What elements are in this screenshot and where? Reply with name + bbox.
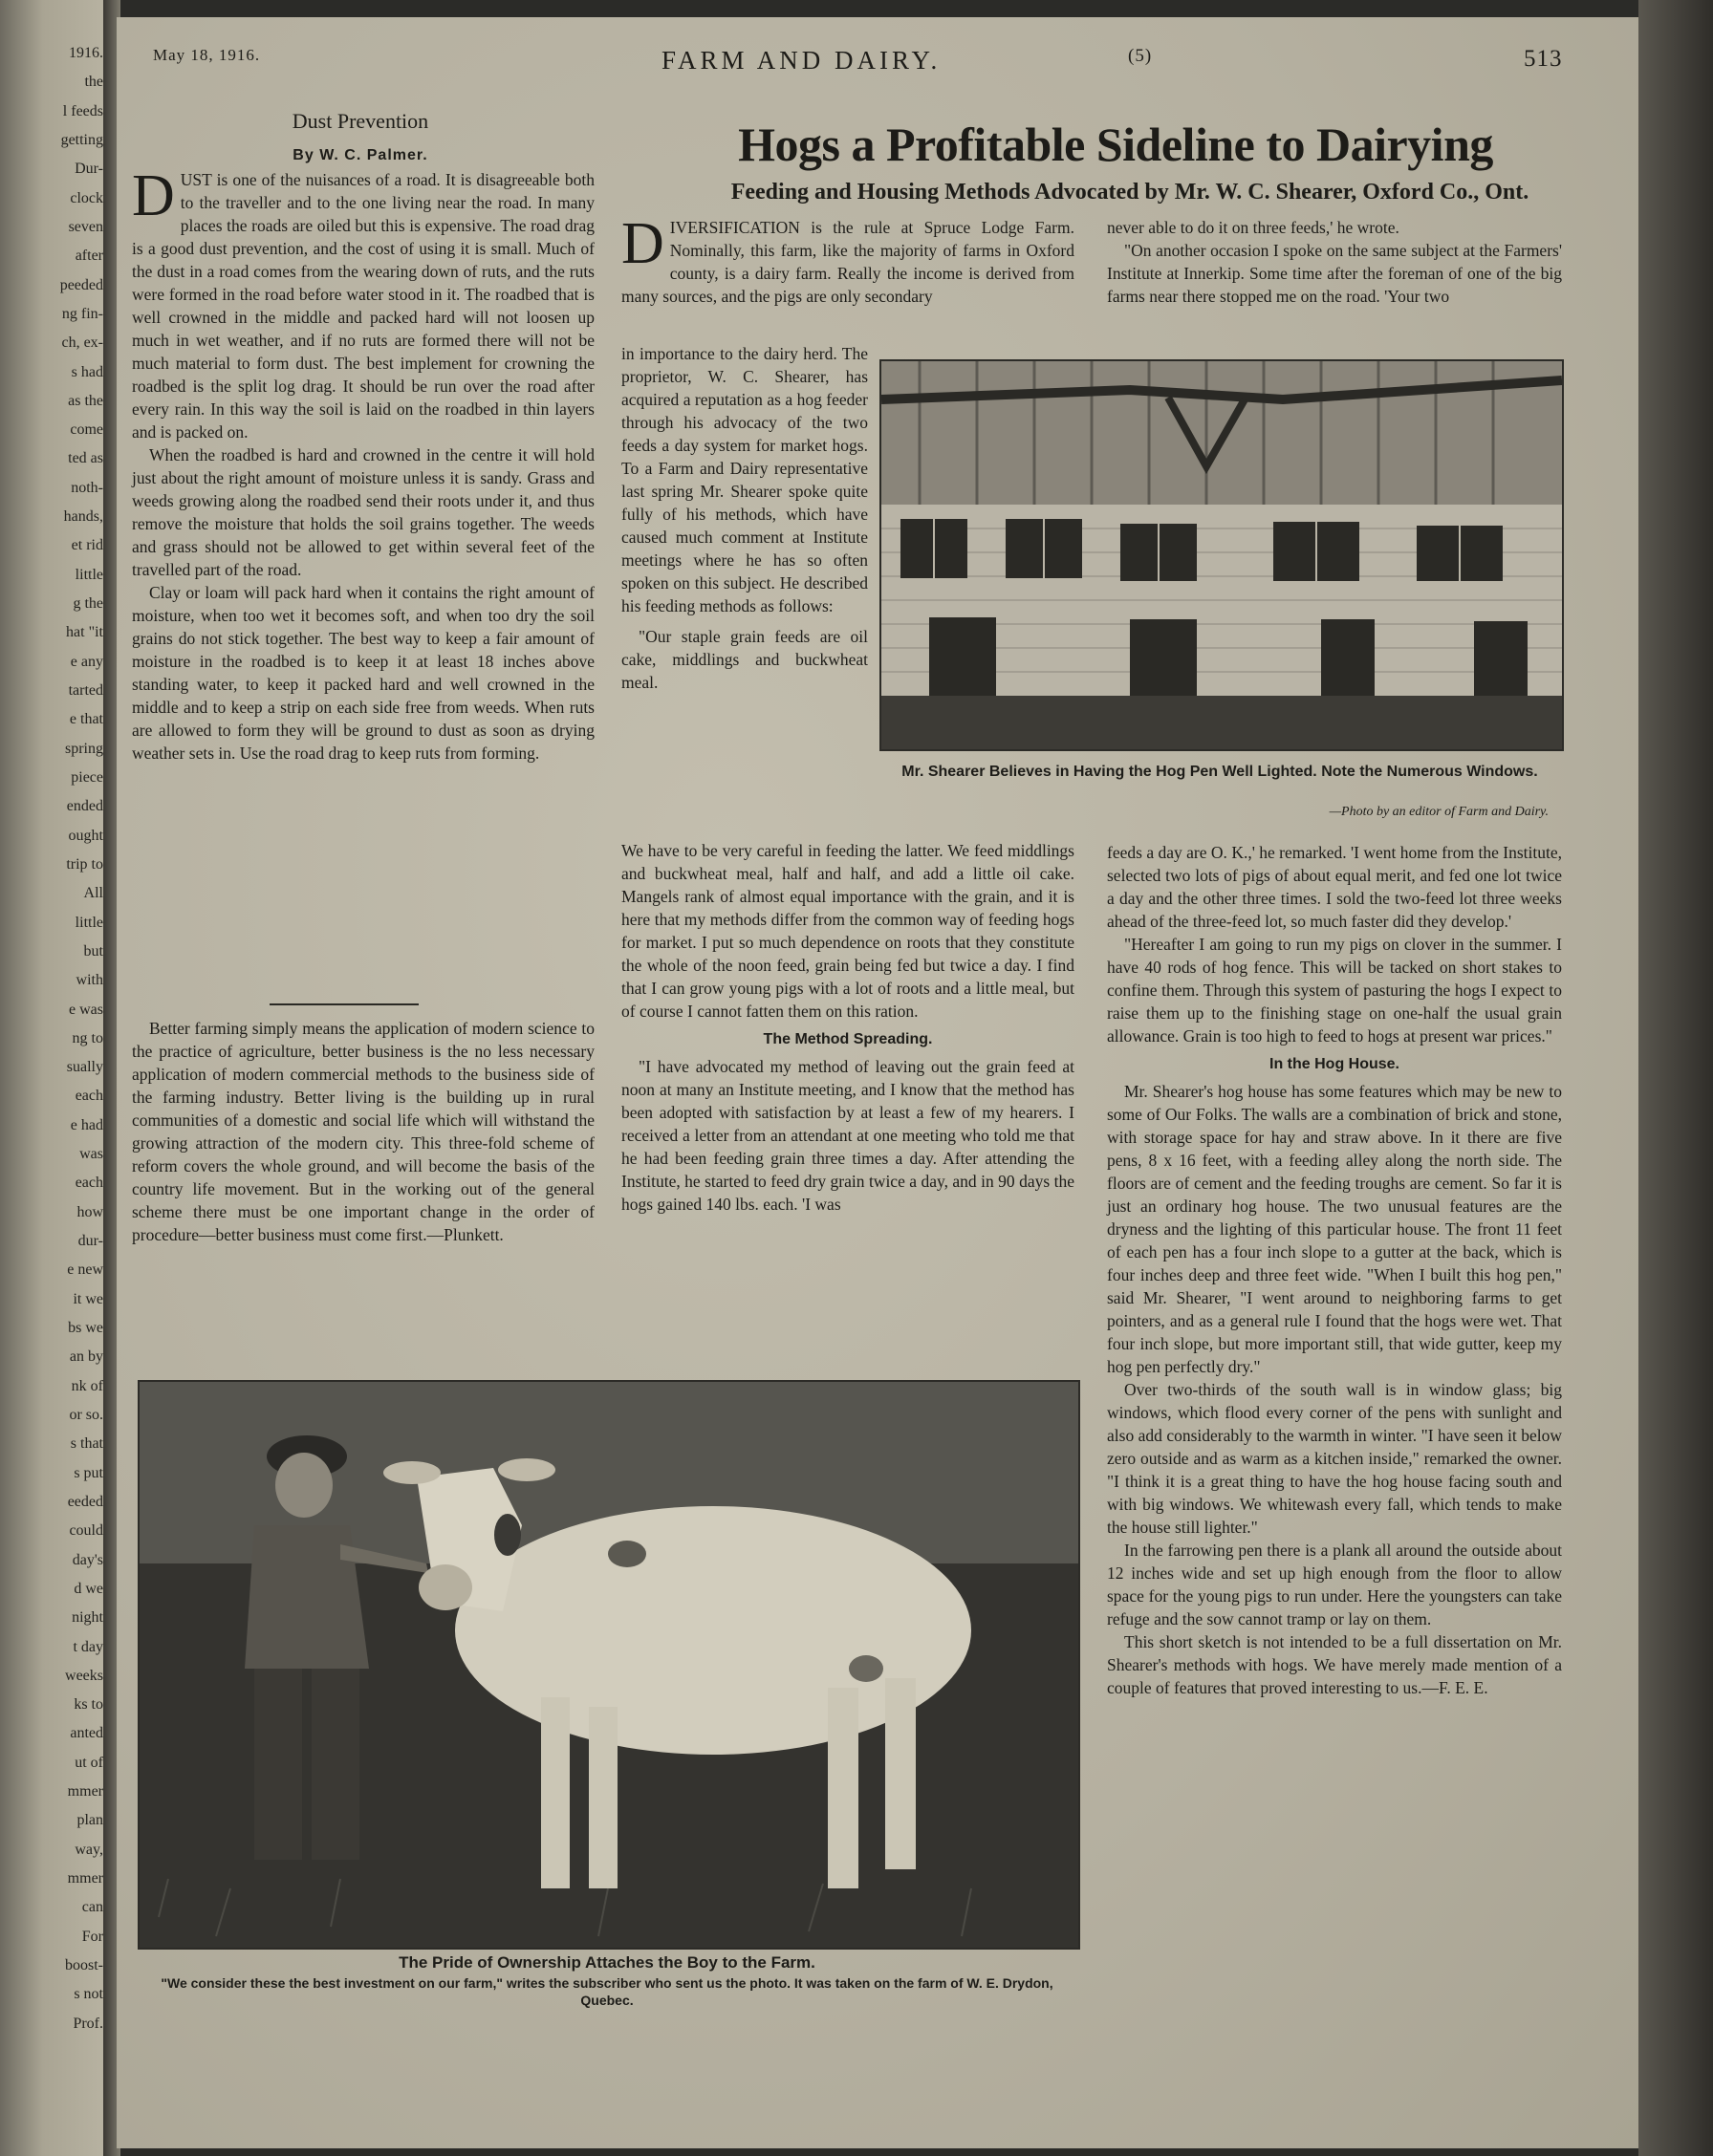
previous-page-fragment: s had [71, 363, 103, 380]
previous-page-fragment: trip to [66, 855, 103, 873]
previous-page-fragment: d we [74, 1580, 103, 1597]
previous-page-fragment: hat "it [66, 624, 103, 641]
previous-page-fragment: ted as [68, 450, 103, 467]
boy-and-calf-illustration [140, 1382, 1078, 1948]
previous-page-strip [0, 0, 107, 2156]
previous-page-fragment: l feeds [62, 102, 103, 119]
calf-photo-caption-title: The Pride of Ownership Attaches the Boy to the Farm. [399, 1953, 815, 1972]
previous-page-fragment: ks to [74, 1696, 103, 1714]
previous-page-fragment: can [81, 1899, 103, 1916]
previous-page-fragment: g the [73, 595, 103, 613]
dust-article-title: Dust Prevention [292, 109, 429, 133]
previous-page-fragment: little [75, 914, 103, 931]
previous-page-fragment: noth- [71, 479, 103, 496]
previous-page-fragment: All [83, 885, 103, 902]
previous-page-fragment: For [81, 1928, 103, 1945]
previous-page-fragment: the [84, 74, 103, 91]
dust-article-byline: By W. C. Palmer. [293, 147, 428, 163]
previous-page-fragment: t day [73, 1638, 103, 1655]
section-divider [270, 1003, 419, 1005]
previous-page-fragment: night [72, 1609, 103, 1627]
previous-page-fragment: peeded [59, 276, 103, 293]
better-farming-block [132, 1017, 595, 1246]
previous-page-fragment: ended [66, 798, 103, 815]
previous-page-fragment: ought [68, 827, 103, 844]
previous-page-fragment: Dur- [75, 161, 103, 178]
dust-article-body [132, 163, 595, 765]
better-farming-text: Better farming simply means the application of modern science to the practice of agriculture, better business is the no less necessary application of modern commercial methods to the business side of the farming industry. Better living is the building up in rural communities of a domestic and social life which will withstand the growing attraction of the modern city. This three-fold scheme of reform covers the whole ground, and will become the basis of the country life movement. But in the working out of the general scheme there must be one important change in the order of procedure—better business must come first.—Plunkett. [132, 1019, 595, 1244]
previous-page-fragment: tarted [68, 682, 103, 699]
previous-page-fragment: boost- [65, 1957, 103, 1974]
previous-page-fragment: piece [71, 768, 103, 786]
previous-page-fragment: dur- [77, 1233, 103, 1250]
previous-page-fragment: ch, ex- [61, 334, 103, 352]
previous-page-fragment: e had [70, 1116, 103, 1133]
newspaper-page [117, 17, 1638, 2148]
previous-page-fragment: eeded [67, 1493, 103, 1510]
previous-page-fragment: Prof. [73, 2015, 103, 2032]
previous-page-fragment: how [76, 1203, 103, 1220]
previous-page-fragment: getting [60, 131, 103, 148]
previous-page-fragment: clock [70, 189, 103, 206]
dust-paragraph-2: When the roadbed is hard and crowned in the centre it will hold just about the right amount of moisture unless it is sandy. Grass and weeds growing along the roadbed send their roots under it, and thus remove the moisture that holds the soil grains together. The weeds and grass should not be allowed to get within several feet of the travelled part of the road. [132, 445, 595, 579]
previous-page-fragment: weeks [65, 1667, 103, 1684]
previous-page-fragment: way, [75, 1841, 103, 1858]
previous-page-fragment: it we [73, 1290, 103, 1307]
header-section-number: (5) [1128, 46, 1153, 66]
previous-page-fragment: come [70, 421, 103, 439]
drop-cap: D [621, 211, 664, 276]
hog-house-photo [879, 359, 1564, 751]
previous-page-fragment: anted [70, 1725, 103, 1742]
previous-page-fragment: was [79, 1146, 103, 1163]
previous-page-fragment: ng fin- [61, 305, 103, 322]
previous-page-fragment: ng to [72, 1029, 103, 1046]
header-publication: FARM AND DAIRY. [661, 46, 942, 75]
hogs-article-subtitle: Feeding and Housing Methods Advocated by Mr. W. C. Shearer, Oxford Co., Ont. [730, 180, 1529, 205]
previous-page-fragment: or so. [69, 1406, 103, 1423]
boy-and-calf-photo [138, 1380, 1080, 1950]
previous-page-fragment: bs we [68, 1320, 103, 1337]
hogs-intro-narrow: in importance to the dairy herd. The proprietor, W. C. Shearer, has acquired a reputation as a hog feeder through his advocacy of the two feeds a day system for market hogs. To a Farm and Dairy representative last spring Mr. Shearer spoke quite fully of his methods, which have caused much comment at Institute meetings where he has so often spoken on this subject. He described his feeding methods as follows: "Our staple grain feeds are oil cake, middlings and buckwheat meal. [621, 344, 868, 692]
previous-page-fragment: nk of [71, 1377, 103, 1394]
hog-photo-credit: —Photo by an editor of Farm and Dairy. [1329, 805, 1549, 819]
previous-page-fragment: ut of [75, 1754, 103, 1771]
previous-page-fragment: mmer [67, 1870, 103, 1887]
subhead-hog-house: In the Hog House. [1269, 1056, 1399, 1072]
calf-photo-caption-text: "We consider these the best investment on our farm," writes the subscriber who sent us the photo. It was taken on the farm of W. E. Drydon, Quebec. [161, 1975, 1053, 2008]
previous-page-fragment: could [69, 1522, 103, 1540]
previous-page-fragment: each [75, 1088, 103, 1105]
subhead-method-spreading: The Method Spreading. [763, 1031, 933, 1047]
hogs-feeding-text: We have to be very careful in feeding the latter. We feed middlings and buckwheat meal, half and half, and add a little oil cake. Mangels rank of almost equal importance with the grain, and it is here that my methods differ from the common way of feeding hogs for market. I put so much dependence on roots that they constitute the whole of the noon feed, grain being fed but twice a day. I find that I can grow young pigs with a lot of roots and a little meal, but of course I cannot fatten them on this ration. The Method Spreading. "I have advocated my method of leaving out the grain feed at noon at many an Institute meeting, and I know that the method has been adopted with satisfaction by at least a few of my hearers. I received a letter from an attendant at one meeting who told me that he had been feeding grain three times a day. After attending the Institute, he started to feed dry grain twice a day, and in 90 days the hogs gained 140 lbs. each. 'I was [621, 841, 1074, 1214]
previous-page-fragment: day's [72, 1551, 103, 1568]
previous-page-fragment: with [76, 972, 103, 989]
hogs-article-title: Hogs a Profitable Sideline to Dairying [738, 118, 1493, 171]
hogs-col3-top: never able to do it on three feeds,' he wrote. "On another occasion I spoke on the same subject at the Farmers' Institute at Innerkip. Some time after the foreman of one of the big farms near there stopped me on the road. 'Your two [1107, 218, 1562, 306]
previous-page-fragment: as the [68, 392, 103, 409]
hog-photo-caption: Mr. Shearer Believes in Having the Hog Pen Well Lighted. Note the Numerous Windows. [901, 764, 1538, 780]
page-edge-shadow [1638, 0, 1713, 2156]
dust-paragraph-1: DUST is one of the nuisances of a road. It is disagreeable both to the traveller and to the one living near the road. In many places the roads are oiled but this is expensive. The road drag is a good dust prevention, and the cost of using it is small. Much of the dust in a road comes from the wearing down of ruts, and the ruts were formed in the road before water stood in it. The roadbed that is well crowned in the middle and packed hard will not loosen up much in wet weather, and if no ruts are formed there will not be much material to form dust. The best implement for crowning the roadbed is the split log drag. It should be run over the road after every rain. In this way the soil is laid on the roadbed in thin layers and is packed on. [132, 163, 595, 442]
dust-paragraph-3: Clay or loam will pack hard when it contains the right amount of moisture, when too wet it becomes soft, and when too dry the soil grains do not stick together. The best way to keep a fair amount of moisture in the roadbed is to keep it at least 18 inches above standing water, to keep it packed hard and well crowned in the middle and to keep a strip on each side free from weeds. When ruts are allowed to form they will be ground to dust as soon as drying weather sets in. Use the road drag to keep ruts from forming. [132, 583, 595, 763]
previous-page-fragment: e new [67, 1261, 103, 1279]
previous-page-fragment: but [83, 942, 103, 959]
hogs-intro-top: DIVERSIFICATION is the rule at Spruce Lodge Farm. Nominally, this farm, like the majority of farms in Oxford county, is a dairy farm. Really the income is derived from many sources, and the pigs are only secondary [621, 211, 1074, 306]
previous-page-fragment: little [75, 566, 103, 583]
previous-page-fragment: s put [74, 1464, 103, 1481]
previous-page-fragment: spring [65, 740, 103, 757]
hog-house-illustration [881, 361, 1562, 749]
previous-page-fragment: sually [66, 1059, 103, 1076]
previous-page-fragment: e any [70, 653, 103, 670]
previous-page-fragment: hands, [63, 508, 103, 526]
previous-page-fragment: 1916. [69, 45, 103, 61]
previous-page-fragment: e that [69, 711, 103, 728]
previous-page-fragment: each [75, 1175, 103, 1192]
previous-page-fragment: after [75, 248, 103, 265]
previous-page-fragment: plan [76, 1812, 103, 1829]
previous-page-fragment: mmer [67, 1783, 103, 1800]
drop-cap: D [132, 163, 175, 228]
previous-page-fragment: s that [70, 1435, 103, 1453]
previous-page-fragment: et rid [71, 537, 103, 554]
previous-page-fragment: an by [69, 1348, 103, 1366]
hogs-col3-lower: feeds a day are O. K.,' he remarked. 'I went home from the Institute, selected two lots of pigs of about equal merit, and fed one lot twice a day and the other three times. I sold the two-feed lot three weeks ahead of the three-feed lot, so much faster did they develop.' "Hereafter I am going to run my pigs on clover in the summer. I have 40 rods of hog fence. This will be tacked on short stakes to confine them. Through this system of pasturing the hogs I expect to raise them up to the finishing stage on one-half the usual grain allowance. Grain is too high to feed to hogs at present war prices." In the Hog House. Mr. Shearer's hog house has some features which may be new to some of Our Folks. The walls are a combination of brick and stone, with storage space for hay and straw above. In it there are five pens, 8 x 16 feet, with a feeding alley along the north side. The floors are of cement and the feeding troughs are cement. So far it is just an ordinary hog house. The two unusual features are the dryness and the lighting of this particular house. The front 11 feet of each pen has a four inch slope to a gutter at the back, which is four inches deep and three feet wide. "When I built this hog pen," said Mr. Shearer, "I went around to neighboring farms to get pointers, and as a general rule I found that the hogs were wet. That four inch slope, but more important still, that wide gutter, keep my hog pen perfectly dry." Over two-thirds of the south wall is in window glass; big windows, which flood every corner of the pens with sunlight and also add considerably to the warmth in winter. "I have seen it below zero outside and as warm as a kitchen inside," remarked the owner. "I think it is a great thing to have the hog house facing south and with big windows. We whitewash every fall, which tends to make the house still lighter." In the farrowing pen there is a plank all around the outside about 12 inches wide and set up high enough from the floor to allow space for the young pigs to run under. Here the youngsters can take refuge and the sow cannot tramp or lay on them. This short sketch is not intended to be a full dissertation on Mr. Shearer's methods with hogs. We have merely made mention of a couple of features that proved interesting to us.—F. E. E. [1107, 843, 1562, 1697]
header-date: May 18, 1916. [153, 46, 261, 64]
previous-page-fragment: e was [69, 1001, 103, 1018]
header-page-number: 513 [1524, 46, 1563, 72]
previous-page-fragment: seven [68, 218, 103, 235]
previous-page-fragment: s not [74, 1986, 103, 2003]
